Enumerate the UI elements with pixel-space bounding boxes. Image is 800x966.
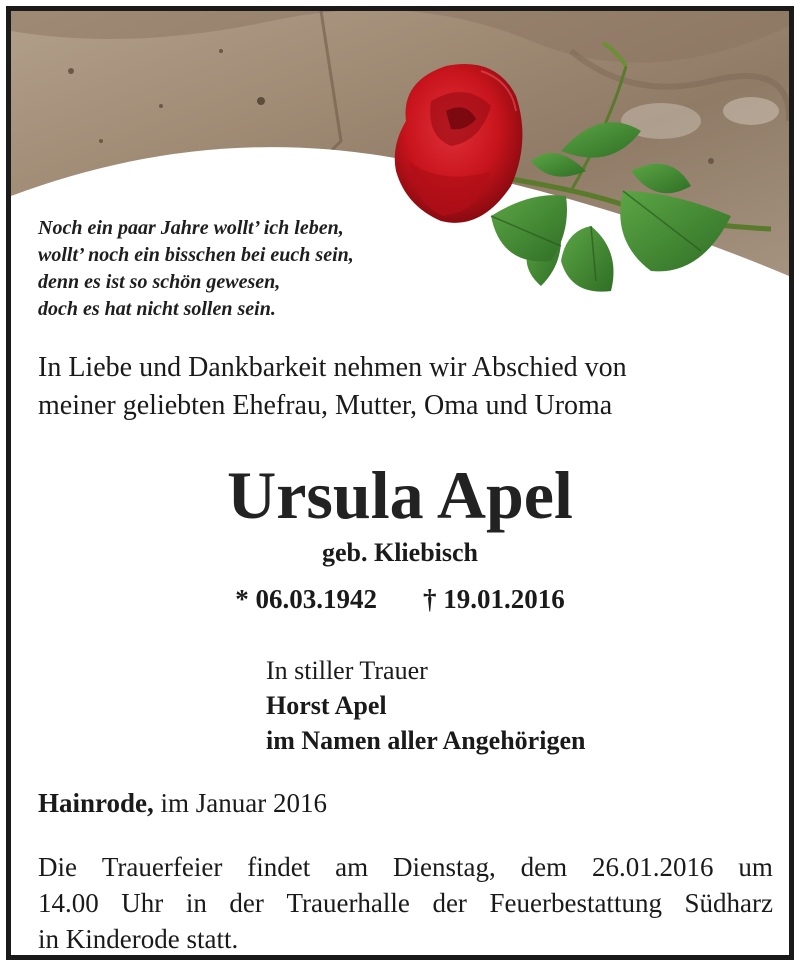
- word: Feuerbestattung: [489, 888, 662, 918]
- word: Trauerhalle: [286, 888, 410, 918]
- word: der: [432, 888, 467, 918]
- obituary-notice: [6, 6, 794, 960]
- word: Die: [38, 852, 77, 882]
- maiden-name: geb. Kliebisch: [321, 538, 478, 567]
- farewell-line: meiner geliebten Ehefrau, Mutter, Oma und Uroma: [38, 390, 613, 421]
- word: um: [738, 852, 773, 882]
- farewell-line: In Liebe und Dankbarkeit nehmen wir Abschied von: [38, 352, 627, 383]
- deceased-name: Ursula Apel: [227, 457, 573, 533]
- place-and-date: [38, 785, 327, 821]
- poem-line: denn es ist so schön gewesen,: [38, 271, 281, 293]
- notice-date: im Januar 2016: [160, 788, 327, 818]
- word: der: [229, 888, 264, 918]
- funeral-line: [38, 849, 773, 885]
- word: findet: [247, 852, 311, 882]
- death-date: † 19.01.2016: [423, 584, 565, 614]
- poem-line: doch es hat nicht sollen sein.: [38, 298, 276, 320]
- word: dem: [520, 852, 568, 882]
- poem-line: wollt’ noch ein bisschen bei euch sein,: [38, 244, 354, 266]
- word: in: [185, 888, 207, 918]
- memorial-poem: [38, 215, 354, 323]
- word: am: [335, 852, 369, 882]
- funeral-line: in Kinderode statt.: [38, 924, 239, 954]
- poem-line: Noch ein paar Jahre wollt’ ich leben,: [38, 217, 344, 239]
- life-dates: [11, 581, 789, 617]
- farewell-statement: [38, 349, 627, 425]
- funeral-details: [38, 849, 773, 957]
- word: Dienstag,: [392, 852, 496, 882]
- mourners-block: [266, 653, 585, 758]
- birth-date: * 06.03.1942: [235, 584, 377, 614]
- town: Hainrode,: [38, 788, 154, 818]
- relatives-phrase: im Namen aller Angehörigen: [266, 726, 586, 755]
- mourner-name: Horst Apel: [266, 691, 387, 720]
- word: 26.01.2016: [592, 852, 714, 882]
- funeral-line: [38, 885, 773, 921]
- mourning-phrase: In stiller Trauer: [266, 656, 428, 685]
- word: 14.00: [38, 888, 99, 918]
- word: Südharz: [684, 888, 773, 918]
- word: Uhr: [121, 888, 164, 918]
- word: Trauerfeier: [101, 852, 223, 882]
